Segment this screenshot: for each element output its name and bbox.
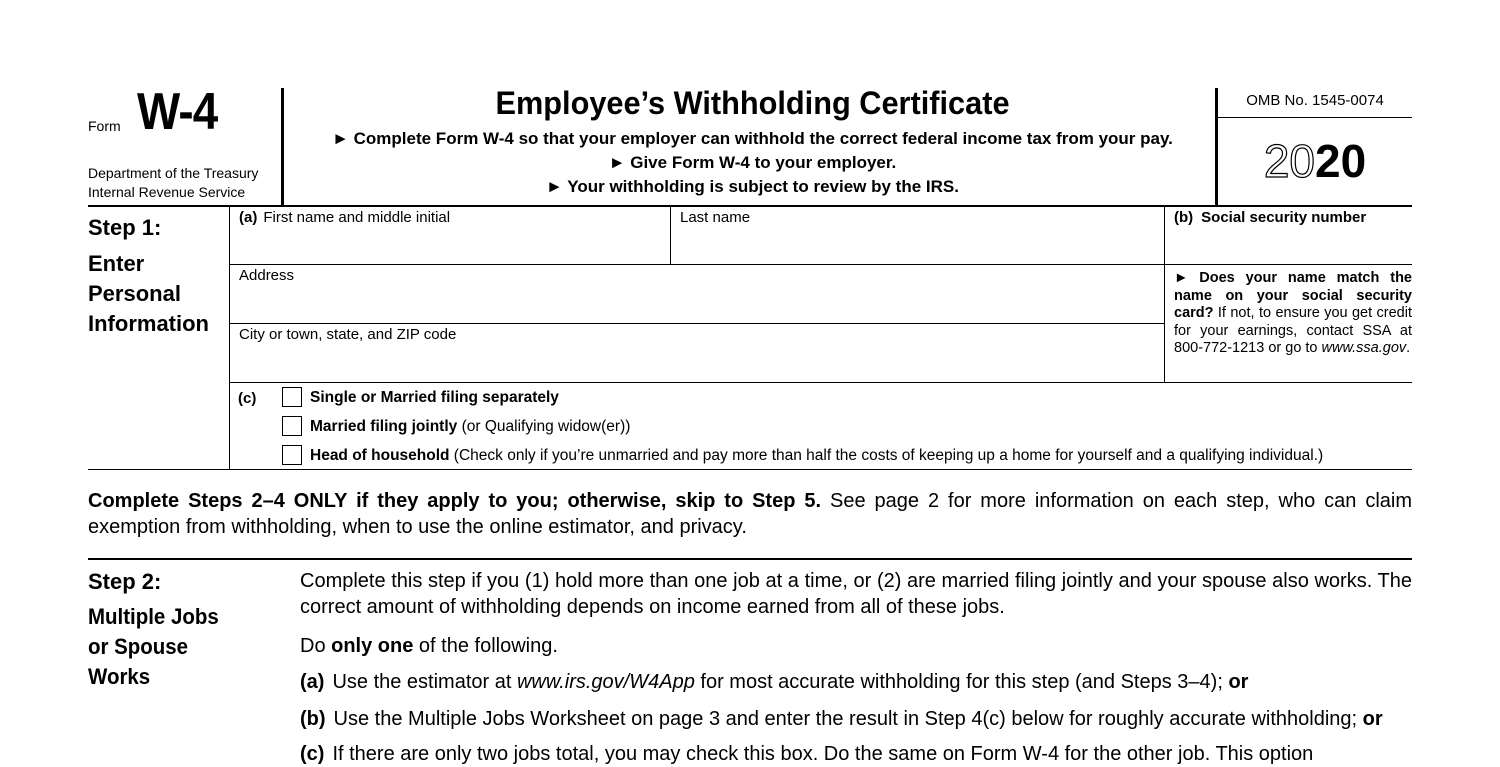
department-line: Department of the Treasury (88, 165, 259, 181)
option-b-tag: (b) (300, 708, 326, 730)
address-field[interactable] (239, 267, 294, 284)
single-label: Single or Married filing separately (310, 389, 559, 406)
head-of-household-label: Head of household (310, 447, 450, 464)
steps-notice-text: See page 2 for more information on each step, who can claim exemption from withholding, when to use the online estimator, and privacy. (88, 490, 1412, 538)
step1-left-border (229, 206, 230, 470)
ssn-label: Social security number (1201, 209, 1367, 226)
form-title: Employee’s Withholding Certificate (495, 85, 1010, 121)
step2-option-b (300, 706, 1412, 732)
step2-title-line: Works (88, 664, 151, 689)
step2-title-line: or Spouse (88, 634, 189, 659)
step2-do-one (300, 633, 1412, 659)
step1-title-line: Enter (88, 251, 145, 276)
option-c-tag: (c) (300, 743, 325, 765)
step1-label: Step 1: (88, 215, 162, 240)
ssa-link[interactable]: www.ssa.gov (1321, 340, 1407, 357)
omb-divider (1218, 117, 1412, 118)
instruction-line: ► Your withholding is subject to review by the IRS. (546, 177, 959, 196)
form-word: Form (88, 118, 121, 134)
address-label: Address (239, 267, 295, 284)
ssn-divider (1164, 206, 1165, 382)
step2-intro: Complete this step if you (1) hold more than one job at a time, or (2) are married filing jointly and your spouse also works. The correct amount of withholding depends on income earned from all of these jobs. (300, 570, 1412, 618)
w4app-link[interactable]: www.irs.gov/W4App (516, 671, 695, 693)
ssn-tag: (b) (1174, 209, 1194, 226)
step2-title-line: Multiple Jobs (88, 604, 219, 629)
married-jointly-label: Married filing jointly (310, 418, 458, 435)
step1-title-line: Information (88, 311, 209, 336)
step2-label: Step 2: (88, 569, 162, 594)
head-of-household-option (310, 447, 1323, 465)
married-jointly-option (310, 418, 630, 436)
step2-option-a (300, 669, 1412, 695)
service-line: Internal Revenue Service (88, 184, 246, 200)
tax-year (1218, 135, 1412, 187)
row-divider (229, 382, 1412, 383)
option-b-or: or (1362, 708, 1383, 730)
married-jointly-checkbox[interactable] (282, 416, 302, 436)
steps-notice-bold: Complete Steps 2–4 ONLY if they apply to you; otherwise, skip to Step 5. (88, 490, 822, 512)
married-jointly-rest: (or Qualifying widow(er)) (457, 418, 631, 435)
ssn-field[interactable] (1174, 209, 1366, 226)
step2-top-rule (88, 558, 1412, 560)
option-a-pre: Use the estimator at (332, 671, 517, 693)
filing-status-tag: (c) (238, 390, 257, 407)
step1-bottom-rule (88, 469, 1412, 470)
first-name-label: First name and middle initial (263, 209, 451, 226)
last-name-field[interactable] (680, 209, 750, 226)
first-name-tag: (a) (239, 209, 258, 226)
department-info (88, 164, 258, 202)
last-name-label: Last name (680, 209, 751, 226)
instruction-line: ► Give Form W-4 to your employer. (608, 153, 897, 172)
single-checkbox[interactable] (282, 387, 302, 407)
ssn-note-question: ► Does your name match the name on your social security card? (1174, 270, 1412, 322)
option-c-text: If there are only two jobs total, you may check this box. Do the same on Form W-4 for the other job. This option (332, 743, 1314, 765)
city-label: City or town, state, and ZIP code (239, 326, 457, 343)
option-a-tag: (a) (300, 671, 325, 693)
header-rule (88, 205, 1412, 207)
first-name-field[interactable] (239, 209, 450, 226)
ssn-note-text: If not, to ensure you get credit for your earnings, contact SSA at 800-772-1213 or go to (1174, 305, 1412, 357)
step2-option-c (300, 741, 1412, 767)
step1-title-line: Personal (88, 281, 181, 306)
header-divider-left (281, 88, 284, 206)
instruction-line: ► Complete Form W-4 so that your employer can withhold the correct federal income tax from your pay. (332, 129, 1173, 148)
option-a-post: for most accurate withholding for this step (and Steps 3–4); (694, 671, 1229, 693)
city-field[interactable] (239, 326, 456, 343)
do-pre: Do (300, 635, 332, 657)
option-b-text: Use the Multiple Jobs Worksheet on page 3 and enter the result in Step 4(c) below for roughly accurate withholding; (333, 708, 1363, 730)
tax-year-bold: 20 (1315, 135, 1367, 187)
steps-notice (88, 488, 1412, 540)
omb-number: OMB No. 1545-0074 (1246, 92, 1384, 109)
step1-title (88, 249, 209, 339)
do-bold: only one (331, 635, 414, 657)
tax-year-outline: 20 (1263, 135, 1315, 187)
ssn-note (1174, 270, 1412, 358)
row-divider (229, 264, 1412, 265)
head-of-household-checkbox[interactable] (282, 445, 302, 465)
form-number: W-4 (137, 83, 218, 141)
name-divider (670, 206, 671, 264)
do-post: of the following. (413, 635, 558, 657)
option-a-or: or (1228, 671, 1249, 693)
row-divider (229, 323, 1164, 324)
ssn-note-end: . (1406, 340, 1411, 357)
head-of-household-rest: (Check only if you’re unmarried and pay more than half the costs of keeping up a home for yourself and a qualifying individual.) (449, 447, 1324, 464)
single-option (310, 389, 559, 407)
